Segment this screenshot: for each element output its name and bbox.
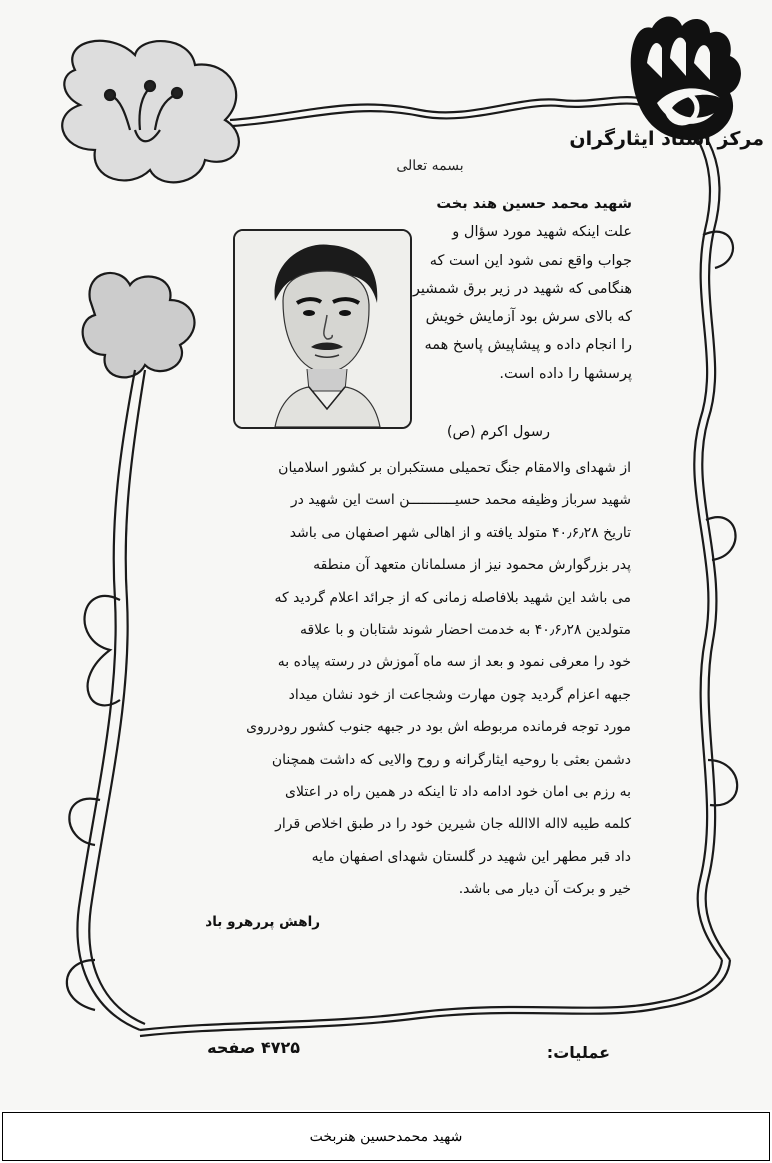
body-line: می باشد این شهید بلافاصله زمانی که از جرائد اعلام گردید که [274, 589, 631, 606]
body-line: پدر بزرگوارش محمود نیز از مسلمانان متعهد آن منطقه [313, 557, 631, 574]
quote-line: علت اینکه شهید مورد سؤال و [452, 224, 632, 241]
martyr-photo [233, 229, 412, 429]
closing-line: راهش پررهرو باد [205, 914, 320, 930]
biography-text [190, 452, 631, 906]
hadith-quote [412, 190, 632, 388]
body-line: به رزم بی امان خود ادامه داد تا اینکه در همین راه در اعتلای [285, 784, 631, 801]
page-label-text: صفحه [207, 1038, 256, 1057]
quote-line: را انجام داده و پیشاپیش پاسخ همه [424, 337, 632, 354]
body-line: تاریخ ۴۰٫۶٫۲۸ متولد یافته و از اهالی شهر اصفهان می باشد [289, 524, 631, 541]
quote-source: رسول اکرم (ص) [446, 424, 550, 440]
bismillah-heading: بسمه تعالی [396, 158, 464, 174]
body-line: مورد توجه فرمانده مربوطه اش بود در جبهه جنوب کشور رودرروی [246, 719, 631, 736]
image-caption: شهید محمدحسین هنربخت [2, 1112, 770, 1161]
body-line: از شهدای والامقام جنگ تحمیلی مستکبران بر کشور اسلامیان [278, 460, 631, 476]
body-line: جبهه اعزام گردید چون مهارت وشجاعت از خود نشان میداد [288, 686, 631, 703]
body-line: دشمن بعثی با روحیه ایثارگرانه و روح والایی که داشت همچنان [271, 751, 631, 768]
quote-line: که بالای سرش بود آزمایش خویش [425, 309, 632, 326]
quote-line: جواب واقع نمی شود این است که [429, 252, 632, 269]
body-line: متولدین ۴۰٫۶٫۲۸ به خدمت احضار شوند شتابان و با علاقه [300, 622, 631, 639]
body-line: خود را معرفی نمود و بعد از سه ماه آموزش در رسته پیاده به [277, 654, 631, 671]
logo-text: مرکز اسناد ایثارگران [569, 128, 764, 150]
portrait-image [235, 231, 410, 427]
body-line: خیر و برکت آن دیار می باشد. [458, 881, 631, 898]
body-line: کلمه طیبه لااله الاالله جان شیرین خود را در طبق اخلاص قرار [275, 816, 631, 833]
page-number: ۴۷۲۵ [260, 1038, 300, 1057]
page-number-label [180, 1038, 310, 1057]
quote-line: پرسشها را داده است. [499, 365, 632, 382]
body-line: داد قبر مطهر این شهید در گلستان شهدای اصفهان مایه [311, 848, 631, 865]
quote-line: هنگامی که شهید در زیر برق شمشیر [412, 280, 632, 297]
body-line: شهید سرباز وظیفه محمد حسیـــــــــــن است این شهید در [290, 492, 631, 509]
operations-label: عملیات: [546, 1043, 610, 1062]
quote-line: شهید محمد حسین هند بخت [436, 196, 632, 212]
